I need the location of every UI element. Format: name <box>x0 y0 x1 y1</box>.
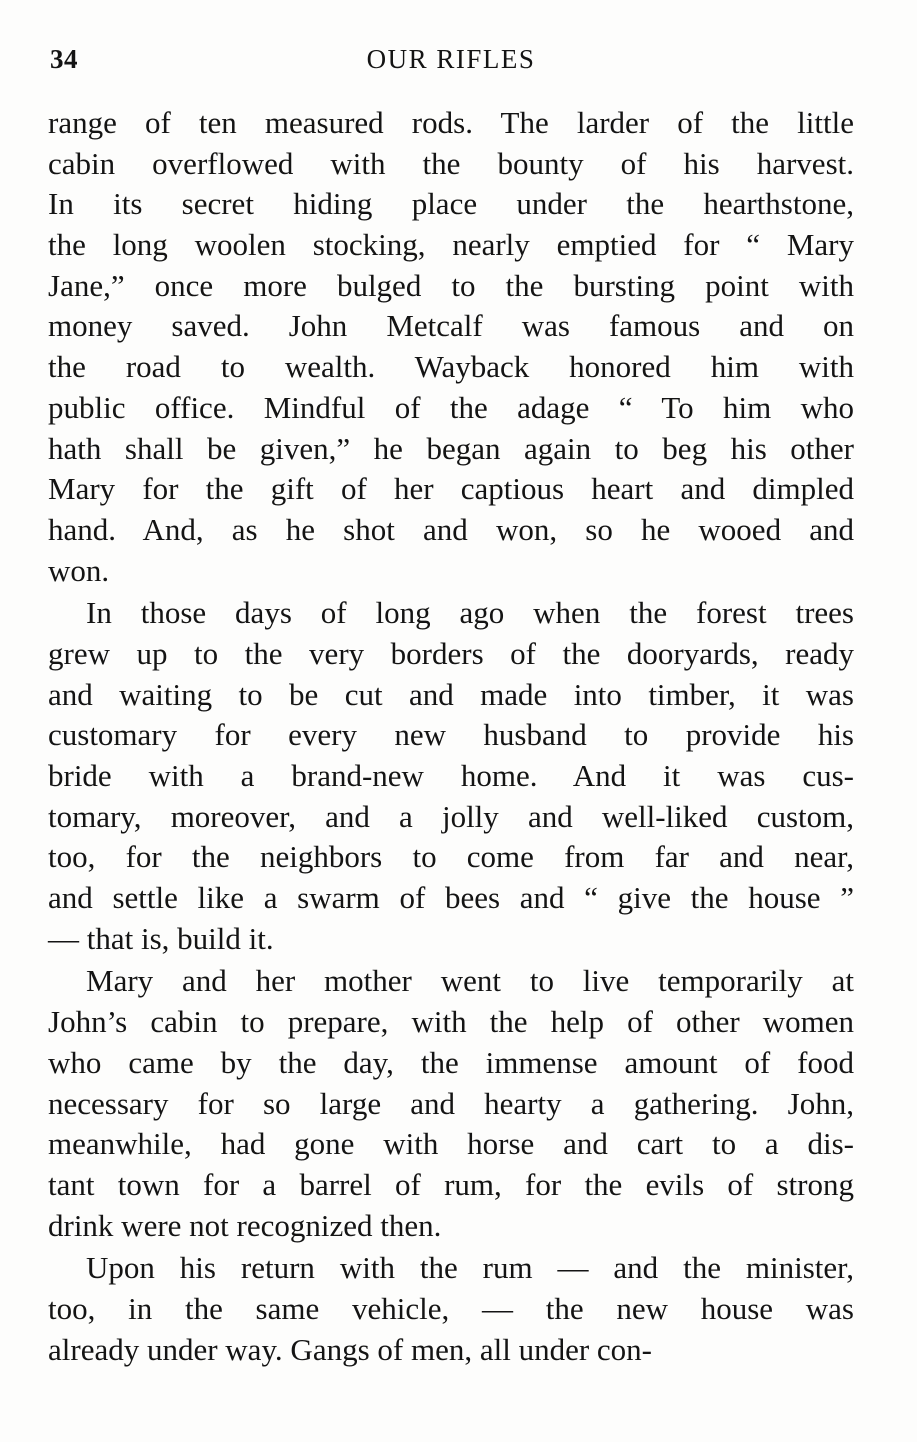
text-line: grew up to the very borders of the dooryards, ready <box>48 635 854 671</box>
text-line: meanwhile, had gone with horse and cart to a dis- <box>48 1126 854 1162</box>
text-line: public office. Mindful of the adage “ To him who <box>48 389 854 425</box>
text-line: Jane,” once more bulged to the bursting point with <box>48 267 854 303</box>
text-line: money saved. John Metcalf was famous and on <box>48 308 854 344</box>
text-line: and waiting to be cut and made into timber, it was <box>48 676 854 712</box>
text-line: necessary for so large and hearty a gathering. John, <box>48 1085 854 1121</box>
text-line: Upon his return with the rum — and the minister, <box>86 1250 854 1286</box>
page-header <box>50 44 852 84</box>
text-line: tant town for a barrel of rum, for the evils of strong <box>48 1166 854 1202</box>
text-line: In those days of long ago when the forest trees <box>86 595 854 631</box>
running-head: OUR RIFLES <box>366 44 536 74</box>
text-line: the road to wealth. Wayback honored him with <box>48 349 854 385</box>
paragraph <box>48 961 854 1246</box>
text-line: customary for every new husband to provide his <box>48 717 854 753</box>
text-line: drink were not recognized then. <box>48 1207 442 1243</box>
page-number: 34 <box>50 44 78 74</box>
text-line: who came by the day, the immense amount of food <box>48 1044 854 1080</box>
paragraph <box>48 593 854 959</box>
text-line: already under way. Gangs of men, all under con- <box>48 1331 652 1367</box>
text-line: Mary and her mother went to live temporarily at <box>86 963 854 999</box>
text-line: John’s cabin to prepare, with the help of other women <box>48 1004 854 1040</box>
text-line: — that is, build it. <box>48 920 274 956</box>
text-line: In its secret hiding place under the hearthstone, <box>48 186 854 222</box>
text-line: and settle like a swarm of bees and “ give the house ” <box>48 880 854 916</box>
text-line: hand. And, as he shot and won, so he wooed and <box>48 511 854 547</box>
text-line: the long woolen stocking, nearly emptied for “ Mary <box>48 227 854 263</box>
paragraph <box>48 103 854 591</box>
text-line: bride with a brand-new home. And it was cus- <box>48 758 854 793</box>
text-line: cabin overflowed with the bounty of his harvest. <box>48 145 854 181</box>
body-text <box>48 103 854 1372</box>
text-line: too, for the neighbors to come from far and near, <box>48 839 854 875</box>
text-line: tomary, moreover, and a jolly and well-liked custom, <box>48 798 854 834</box>
text-line: Mary for the gift of her captious heart and dimpled <box>48 471 854 507</box>
text-line: too, in the same vehicle, — the new house was <box>48 1290 854 1326</box>
paragraph <box>48 1248 854 1370</box>
text-line: range of ten measured rods. The larder of the little <box>48 105 854 140</box>
text-line: hath shall be given,” he began again to beg his other <box>48 430 854 466</box>
text-line: won. <box>48 552 110 588</box>
